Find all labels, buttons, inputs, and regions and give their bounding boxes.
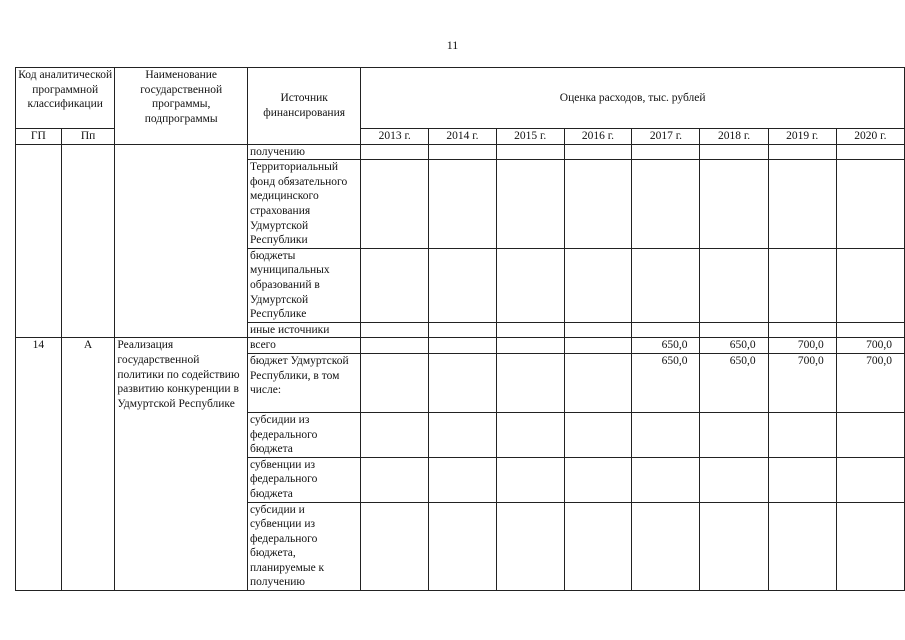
value-cell <box>429 412 497 457</box>
value-cell <box>632 248 700 322</box>
value-cell <box>361 502 429 591</box>
value-cell <box>768 160 836 249</box>
value-cell <box>700 248 768 322</box>
gp-cell <box>16 144 62 338</box>
header-year: 2016 г. <box>564 129 632 145</box>
value-cell <box>564 412 632 457</box>
source-cell: всего <box>247 338 360 354</box>
header-year: 2015 г. <box>496 129 564 145</box>
source-cell: получению <box>247 144 360 160</box>
value-cell <box>361 322 429 338</box>
value-cell <box>429 160 497 249</box>
value-cell <box>564 322 632 338</box>
value-cell <box>496 457 564 502</box>
value-cell <box>768 248 836 322</box>
value-cell <box>632 502 700 591</box>
value-cell <box>768 144 836 160</box>
value-cell <box>632 144 700 160</box>
table-row <box>16 338 905 354</box>
source-cell: субсидии и субвенции из федерального бюджета, планируемые к получению <box>247 502 360 591</box>
source-cell: субвенции из федерального бюджета <box>247 457 360 502</box>
header-year: 2020 г. <box>836 129 904 145</box>
value-cell: 650,0 <box>700 353 768 412</box>
value-cell <box>496 353 564 412</box>
value-cell <box>836 144 904 160</box>
value-cell <box>564 248 632 322</box>
value-cell <box>836 457 904 502</box>
header-estimate: Оценка расходов, тыс. рублей <box>361 68 905 129</box>
pp-cell <box>61 144 115 338</box>
value-cell <box>429 353 497 412</box>
program-name-cell <box>115 144 248 338</box>
header-year: 2014 г. <box>429 129 497 145</box>
value-cell <box>564 353 632 412</box>
value-cell <box>836 502 904 591</box>
value-cell <box>429 322 497 338</box>
value-cell <box>361 160 429 249</box>
value-cell <box>564 502 632 591</box>
value-cell <box>836 160 904 249</box>
value-cell <box>564 144 632 160</box>
budget-table <box>15 67 905 591</box>
gp-code: 14 <box>16 338 62 591</box>
source-cell: бюджет Удмуртской Республики, в том числе: <box>247 353 360 412</box>
value-cell <box>632 457 700 502</box>
value-cell <box>361 338 429 354</box>
value-cell: 700,0 <box>836 353 904 412</box>
value-cell: 700,0 <box>768 353 836 412</box>
header-year: 2018 г. <box>700 129 768 145</box>
value-cell <box>496 160 564 249</box>
value-cell <box>429 248 497 322</box>
source-cell: бюджеты муниципальных образований в Удмуртской Республике <box>247 248 360 322</box>
source-cell: Территориальный фонд обязательного медицинского страхования Удмуртской Республики <box>247 160 360 249</box>
value-cell <box>700 144 768 160</box>
value-cell <box>564 457 632 502</box>
value-cell: 700,0 <box>836 338 904 354</box>
value-cell <box>496 248 564 322</box>
value-cell: 650,0 <box>632 338 700 354</box>
value-cell <box>768 502 836 591</box>
value-cell: 650,0 <box>632 353 700 412</box>
header-program-name: Наименование государственной программы, подпрограммы <box>115 68 248 145</box>
value-cell <box>361 144 429 160</box>
value-cell <box>632 160 700 249</box>
source-cell: иные источники <box>247 322 360 338</box>
value-cell <box>700 322 768 338</box>
value-cell <box>836 412 904 457</box>
page-number: 11 <box>446 38 459 52</box>
value-cell <box>496 412 564 457</box>
value-cell <box>768 322 836 338</box>
header-pp: Пп <box>61 129 115 145</box>
value-cell <box>564 160 632 249</box>
header-year: 2013 г. <box>361 129 429 145</box>
value-cell <box>429 144 497 160</box>
source-cell: субсидии из федерального бюджета <box>247 412 360 457</box>
value-cell <box>564 338 632 354</box>
value-cell <box>836 322 904 338</box>
program-name: Реализация государственной политики по содействию развитию конкуренции в Удмуртской Республике <box>115 338 248 591</box>
header-source: Источник финансирования <box>247 68 360 145</box>
value-cell <box>361 248 429 322</box>
value-cell: 700,0 <box>768 338 836 354</box>
value-cell <box>700 502 768 591</box>
pp-code: А <box>61 338 115 591</box>
value-cell <box>632 322 700 338</box>
value-cell <box>361 412 429 457</box>
value-cell <box>700 412 768 457</box>
header-gp: ГП <box>16 129 62 145</box>
value-cell <box>836 248 904 322</box>
value-cell <box>496 322 564 338</box>
value-cell <box>429 457 497 502</box>
value-cell <box>700 160 768 249</box>
value-cell <box>361 353 429 412</box>
value-cell <box>496 338 564 354</box>
value-cell <box>768 412 836 457</box>
value-cell <box>429 502 497 591</box>
value-cell: 650,0 <box>700 338 768 354</box>
table-row <box>16 144 905 160</box>
value-cell <box>496 502 564 591</box>
value-cell <box>429 338 497 354</box>
header-year: 2019 г. <box>768 129 836 145</box>
value-cell <box>700 457 768 502</box>
value-cell <box>361 457 429 502</box>
value-cell <box>632 412 700 457</box>
value-cell <box>496 144 564 160</box>
header-year: 2017 г. <box>632 129 700 145</box>
value-cell <box>768 457 836 502</box>
header-code-group: Код аналитической программной классификации <box>16 68 115 129</box>
